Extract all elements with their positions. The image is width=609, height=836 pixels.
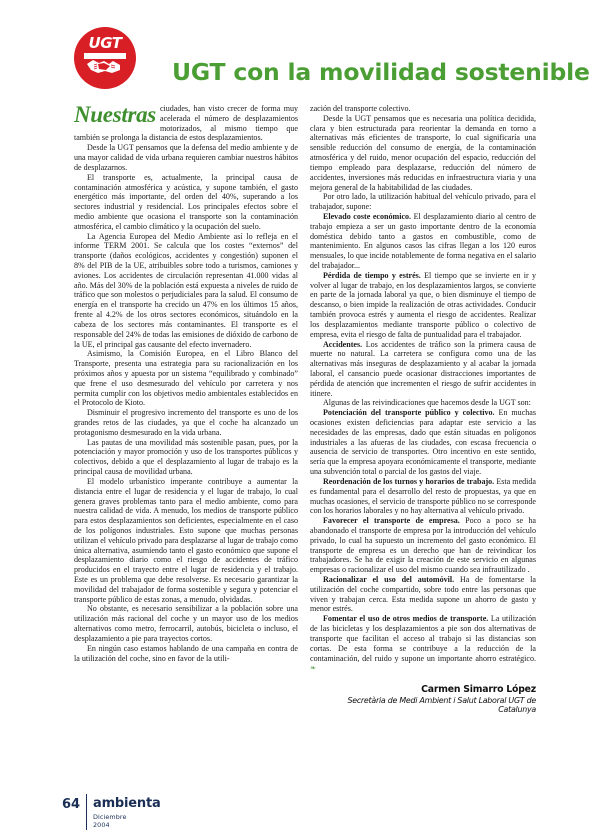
paragraph [310,340,536,399]
paragraph-text: Por otro lado, la utilización habitual del vehículo privado, para el trabajador, supone: [310,192,536,212]
paragraph-text: La Agencia Europea del Medio Ambiente así lo refleja en el informe TERM 2001. Se calcula que los costes “externos” del transporte (daños ecológicos, accidentes y congestión) suponen el 8% del PIB de la UE, atribuibles sobre todo a turismos, camiones y aviones. Los accidentes de circulación representan 41.000 vidas al año. Más del 30% de la población está expuesta a niveles de ruido de tráfico que son molestos o perjudiciales para la salud. El consumo de energía en el transporte ha crecido un 47% en los últimos 15 años, frente al 4.2% de los otros sectores económicos, situándolo en la cabeza de los sectores más contaminantes. El transporte es el responsable del 24% de todas las emisiones de dióxido de carbono de la UE, el principal gas causante del efecto invernadero. [74,231,298,349]
handshake-icon [86,56,124,75]
paragraph [310,114,536,193]
author-name: Carmen Simarro López [421,684,536,695]
paragraph-text: No obstante, es necesario sensibilizar a la población sobre una utilización más racional del coche y un mayor uso de los medios alternativos como metro, ferrocarril, autobús, bicicleta o incluso, el desplazamiento a pie para trayectos cortos. [74,604,298,643]
paragraph-text: Los accidentes de tráfico son la primera causa de muerte no natural. La carretera se configura como una de las alternativas más inseguras de desplazamiento y al acabar la jornada laboral, el cansancio puede ocasionar distracciones importantes de pérdida de atención que incrementen el riesgo de sufrir accidentes in itinere. [310,339,536,398]
paragraph [310,104,536,114]
paragraph-text: El tiempo que se invierte en ir y volver al lugar de trabajo, en los desplazamientos largos, se convierte en parte de la jornada laboral ya que, o bien disminuye el tiempo de descanso, o bien impide la realización de otras actividades. Conducir también provoca estrés y aumenta el riesgo de accidentes. Realizar los desplazamientos mediante transporte público o colectivo de empresa, evita el riesgo de falta de puntualidad para el trabajador. [310,270,536,339]
magazine-name: ambienta [93,796,161,811]
paragraph-text: ciudades, han visto crecer de forma muy acelerada el número de desplazamientos motorizados, al mismo tiempo que también se prolonga la distancia de estos desplazamientos. [74,104,298,143]
paragraph-text: Desde la UGT pensamos que la defensa del medio ambiente y de una mayor calidad de vida urbana requieren cambiar nuestros hábitos de desplazarnos. [74,143,298,172]
right-column [310,104,536,674]
paragraph-text: El desplazamiento diario al centro de trabajo empieza a ser un gasto importante dentro de la economía doméstica debido tanto a gastos en combustible, como de mantenimiento. En algunos casos las cifras llegan a los 120 euros mensuales, lo que incide notablemente de forma negativa en el salario del trabajador... [310,211,536,270]
paragraph-lead-in: Favorecer el transporte de empresa. [323,516,460,526]
paragraph [74,173,298,232]
footer-divider [86,794,87,830]
author-role: Secretària de Medi Ambient i Salut Laboral UGT de Catalunya [347,696,536,714]
paragraph-text: Ha de fomentarse la utilización del coche compartido, sobre todo entre las personas que viven y trabajan cerca. Esta medida supone un ahorro de gasto y menor estrés. [310,575,536,614]
paragraph [74,104,298,143]
paragraph-lead-in: Accidentes. [323,339,363,349]
paragraph [310,192,536,212]
page-header [0,0,609,104]
left-column [74,104,298,663]
issue-date: Diciembre 2004 [93,813,127,829]
paragraph [74,349,298,408]
signature-block [310,684,536,714]
paragraph [74,232,298,350]
paragraph-text: Asimismo, la Comisión Europea, en el Libro Blanco del Transporte, presenta una estrategia para su racionalización en los próximos años y apuesta por un sistema “equilibrado y combinado” que frene el uso desmesurado del vehículo por carretera y nos permita cumplir con los objetivos medio ambientales establecidos en el Protocolo de Kioto. [74,349,298,408]
paragraph-text: El transporte es, actualmente, la principal causa de contaminación atmosférica y acústica, y supone también, el gasto energético más importante, del orden del 40%, superando a los sectores industrial y residencial. Los principales efectos sobre el medio ambiente que ocasiona el transporte son la contaminación atmosférica, el cambio climático y la ocupación del suelo. [74,172,298,231]
paragraph-lead-in: Racionalizar el uso del automóvil. [323,575,455,584]
paragraph-text: Las pautas de una movilidad más sostenible pasan, pues, por la potenciación y mayor promoción y uso de los transportes públicos y colectivos, debido a que el desplazamiento al lugar de trabajo es la principal causa de movilidad urbana. [74,437,298,477]
logo-ugt-text: UGT [88,34,122,52]
page-title: UGT con la movilidad sostenible [172,58,590,86]
paragraph-lead-in: Potenciación del transporte público y colectivo. [323,408,495,418]
paragraph [74,438,298,477]
paragraph-text: Esta medida es fundamental para el desarrollo del resto de propuestas, ya que en muchas ocasiones, el servicio de transporte público no se corresponde con los horarios laborales y no hay alternativa al vehículo privado. [310,476,536,516]
paragraph-text: Poco a poco se ha abandonado el transporte de empresa por la introducción del vehículo privado, lo cual ha supuesto un incremento del gasto económico. El transporte de empresa es un derecho que han de reivindicar los trabajadores. Se ha de exigir la creación de este servicio en algunas empresas o racionalizar el uso del mismo cuando sea infrautilizado . [310,516,536,575]
paragraph-text: La utilización de las bicicletas y los desplazamientos a pie son dos alternativas de transporte que facilitan el acceso al trabajo si las distancias son cortas. De esta forma se contribuye a la reducción de la contaminación, del ruido y supone un importante ahorro estratégico. [310,614,536,663]
paragraph-lead-in: Reordenación de los turnos y horarios de trabajo. [323,476,495,486]
paragraph-lead-in: Fomentar el uso de otros medios de transporte. [323,614,489,624]
end-of-article-mark: ❧ [310,664,315,673]
paragraph-text: Desde la UGT pensamos que es necesaria una política decidida, clara y bien estructurada para reorientar la demanda en torno a alternativas más eficientes de transporte, lo cual significaría una sensible reducción del consumo de energía, de la contaminación atmosférica y del ruido, menor ocupación del espacio, reducción del tiempo empleado para desplazarse, reducción del número de accidentes, inversiones más reducidas en infraestructura viaria y una mejora general de la habitabilidad de las ciudades. [310,113,536,192]
paragraph-text: En muchas ocasiones existen deficiencias para adaptar este servicio a las necesidades de las empresas, dado que están situadas en polígonos industriales a las afueras de las ciudades, con escasa frecuencia o ausencia de servicio de transportes. Otro incentivo en este sentido, sería que la empresa apoyara económicamente el transporte, mediante una subvención total o parcial de los gastos del viaje. [310,408,537,477]
drop-cap: Nuestras [74,102,156,127]
paragraph [310,408,536,477]
paragraph [310,614,536,674]
paragraph-text: El modelo urbanístico imperante contribuye a aumentar la distancia entre el lugar de residencia y el lugar de trabajo, lo cual genera graves problemas tanto para el medio ambiente, como para nuestra calidad de vida. A menudo, los medios de transporte público para estos desplazamientos son deficientes, especialmente en el caso de los polígonos industriales. Esto supone que muchas personas utilizan el vehículo privado para desplazarse al lugar de trabajo como única alternativa, asumiendo tanto el gasto económico que supone el desplazamiento diario como el riesgo de accidentes de tráfico producidos en el trayecto entre el lugar de residencia y el trabajo. Este es un problema que debe resolverse. Es necesario garantizar la movilidad del trabajador de forma sostenible y segura y potenciar el transporte público de estas zonas, a menudo, olvidadas. [74,476,298,604]
ugt-logo [74,27,136,89]
paragraph-text: En ningún caso estamos hablando de una campaña en contra de la utilización del coche, sino en favor de la utili- [74,643,298,663]
paragraph [74,143,298,172]
paragraph [74,477,298,605]
paragraph [74,604,298,643]
paragraph [74,644,298,664]
paragraph-lead-in: Elevado coste económico. [323,211,412,221]
paragraph-text: Disminuir el progresivo incremento del transporte es uno de los grandes retos de las ciudades, ya que el coche ha alcanzado un protagonismo desmesurado en la vida urbana. [74,408,298,437]
paragraph [310,516,536,575]
paragraph-lead-in: Pérdida de tiempo y estrés. [323,270,421,280]
paragraph-text: zación del transporte colectivo. [310,104,411,113]
paragraph [310,398,536,408]
paragraph [310,575,536,614]
page-number: 64 [62,797,81,812]
paragraph [310,477,536,516]
paragraph [74,408,298,437]
paragraph [310,271,536,340]
paragraph-text: Algunas de las reivindicaciones que hacemos desde la UGT son: [323,398,531,408]
paragraph [310,212,536,271]
